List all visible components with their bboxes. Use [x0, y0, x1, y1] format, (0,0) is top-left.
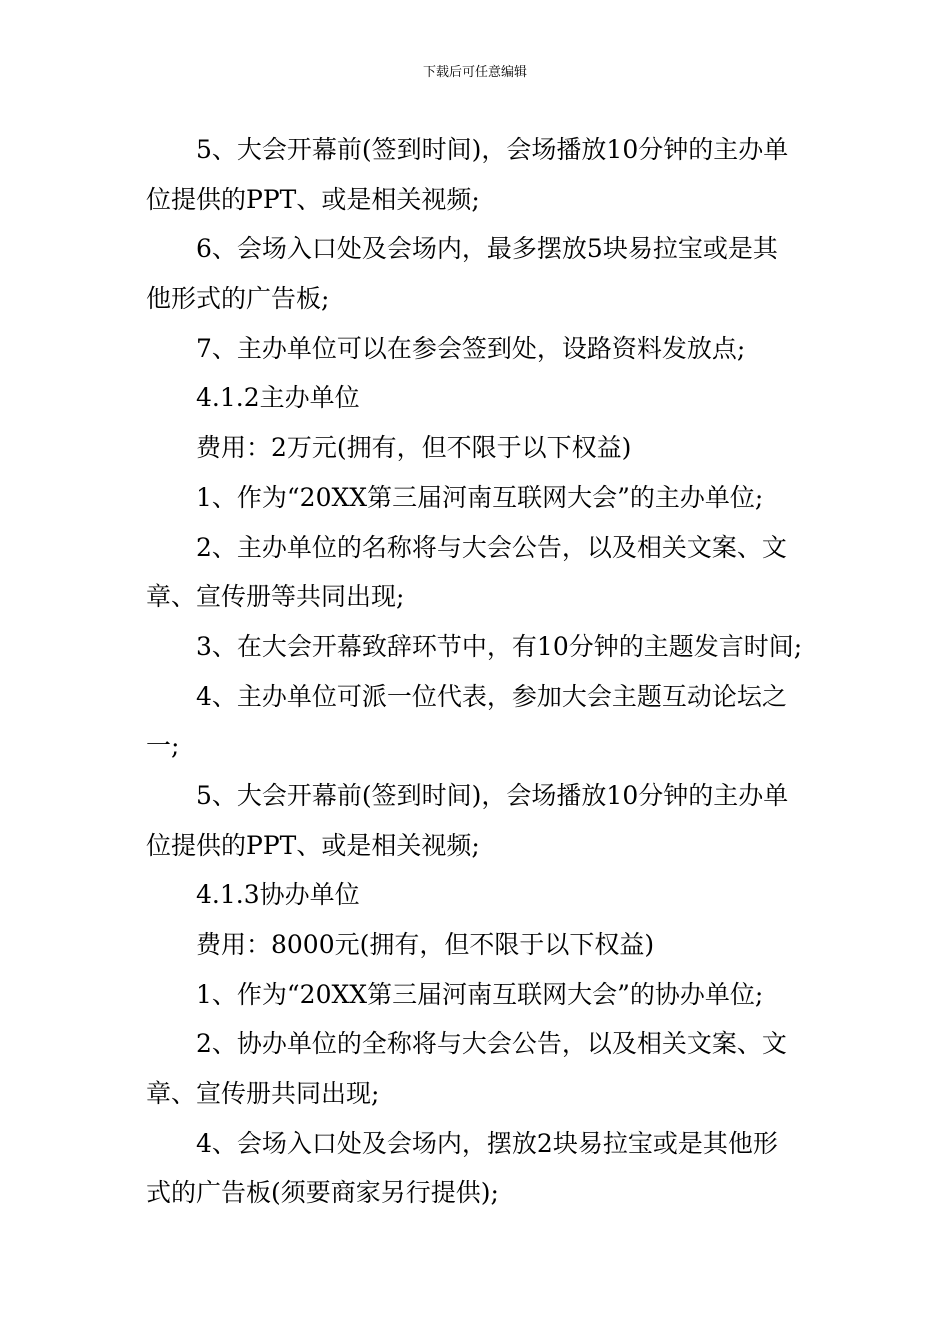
text-line: 4、会场入口处及会场内，摆放2块易拉宝或是其他形	[196, 1128, 778, 1158]
text-line: 位提供的PPT、或是相关视频;	[146, 830, 480, 860]
text-line: 4、主办单位可派一位代表，参加大会主题互动论坛之	[196, 681, 787, 711]
text-line: 5、大会开幕前(签到时间)，会场播放10分钟的主办单	[196, 135, 789, 164]
text-line: 式的广告板(须要商家另行提供);	[146, 1178, 499, 1208]
text-line: 他形式的广告板;	[146, 284, 330, 314]
page-header: 下载后可任意编辑	[422, 65, 527, 80]
text-line: 一;	[146, 731, 180, 761]
document-body	[146, 125, 818, 1218]
fee-line: 费用：8000元(拥有，但不限于以下权益)	[196, 930, 655, 959]
text-line: 5、大会开幕前(签到时间)，会场播放10分钟的主办单	[196, 780, 789, 810]
section-heading: 4.1.2主办单位	[196, 383, 360, 413]
text-line: 章、宣传册共同出现;	[146, 1079, 380, 1109]
text-line: 1、作为“20XX第三届河南互联网大会”的主办单位;	[196, 482, 764, 512]
fee-line: 费用：2万元(拥有，但不限于以下权益)	[196, 433, 632, 463]
text-line: 7、主办单位可以在参会签到处，设路资料发放点;	[196, 333, 746, 363]
text-line: 1、作为“20XX第三届河南互联网大会”的协办单位;	[196, 979, 764, 1009]
text-line: 2、主办单位的名称将与大会公告，以及相关文案、文	[196, 532, 787, 562]
text-line: 位提供的PPT、或是相关视频;	[146, 184, 480, 214]
text-line: 6、会场入口处及会场内，最多摆放5块易拉宝或是其	[196, 234, 778, 264]
text-line: 2、协办单位的全称将与大会公告，以及相关文案、文	[196, 1029, 787, 1059]
text-line: 3、在大会开幕致辞环节中，有10分钟的主题发言时间;	[196, 631, 803, 661]
text-line: 章、宣传册等共同出现;	[146, 582, 405, 612]
section-heading: 4.1.3协办单位	[196, 880, 360, 910]
